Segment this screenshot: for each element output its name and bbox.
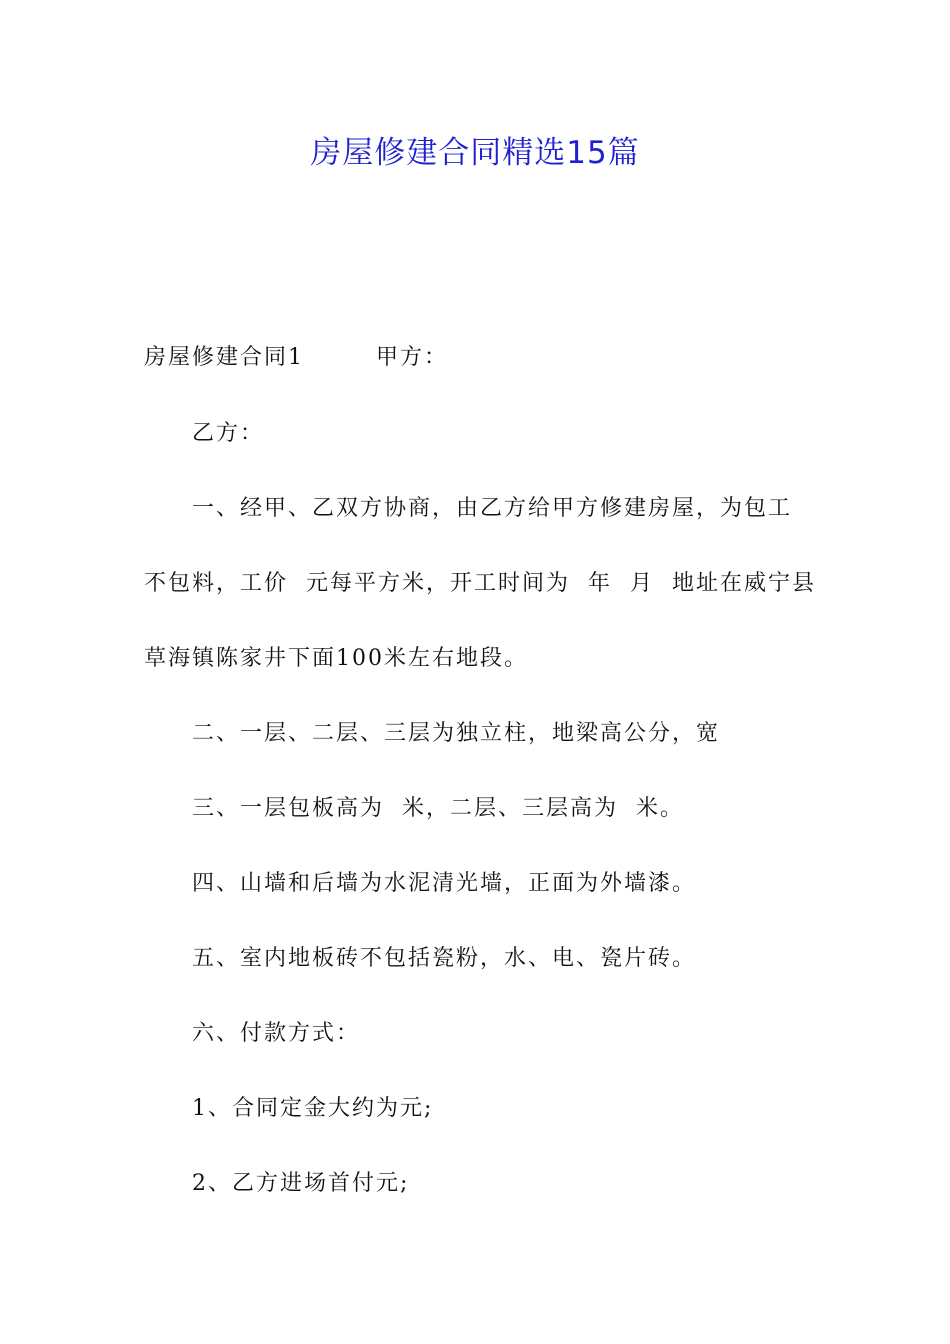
clause-6-heading: 六、付款方式： [192,1021,361,1046]
clause-1-line-3: 草海镇陈家井下面100米左右地段。 [144,646,528,671]
clause-4: 四、山墙和后墙为水泥清光墙，正面为外墙漆。 [192,871,697,896]
clause-5: 五、室内地板砖不包括瓷粉，水、电、瓷片砖。 [192,946,697,971]
clause-1-line-1: 一、经甲、乙双方协商，由乙方给甲方修建房屋，为包工 [192,496,793,521]
contract-heading-party-a: 房屋修建合同1 甲方： [144,345,448,370]
document-title: 房屋修建合同精选15篇 [310,135,640,171]
party-b-line: 乙方： [192,421,265,446]
clause-2: 二、一层、二层、三层为独立柱，地梁高公分，宽 [192,721,721,746]
payment-item-2: 2、乙方进场首付元; [192,1171,410,1196]
payment-item-1: 1、合同定金大约为元; [192,1096,434,1121]
clause-3: 三、一层包板高为 米，二层、三层高为 米。 [192,796,684,821]
clause-1-line-2: 不包料，工价 元每平方米，开工时间为 年 月 地址在威宁县 [144,571,816,596]
